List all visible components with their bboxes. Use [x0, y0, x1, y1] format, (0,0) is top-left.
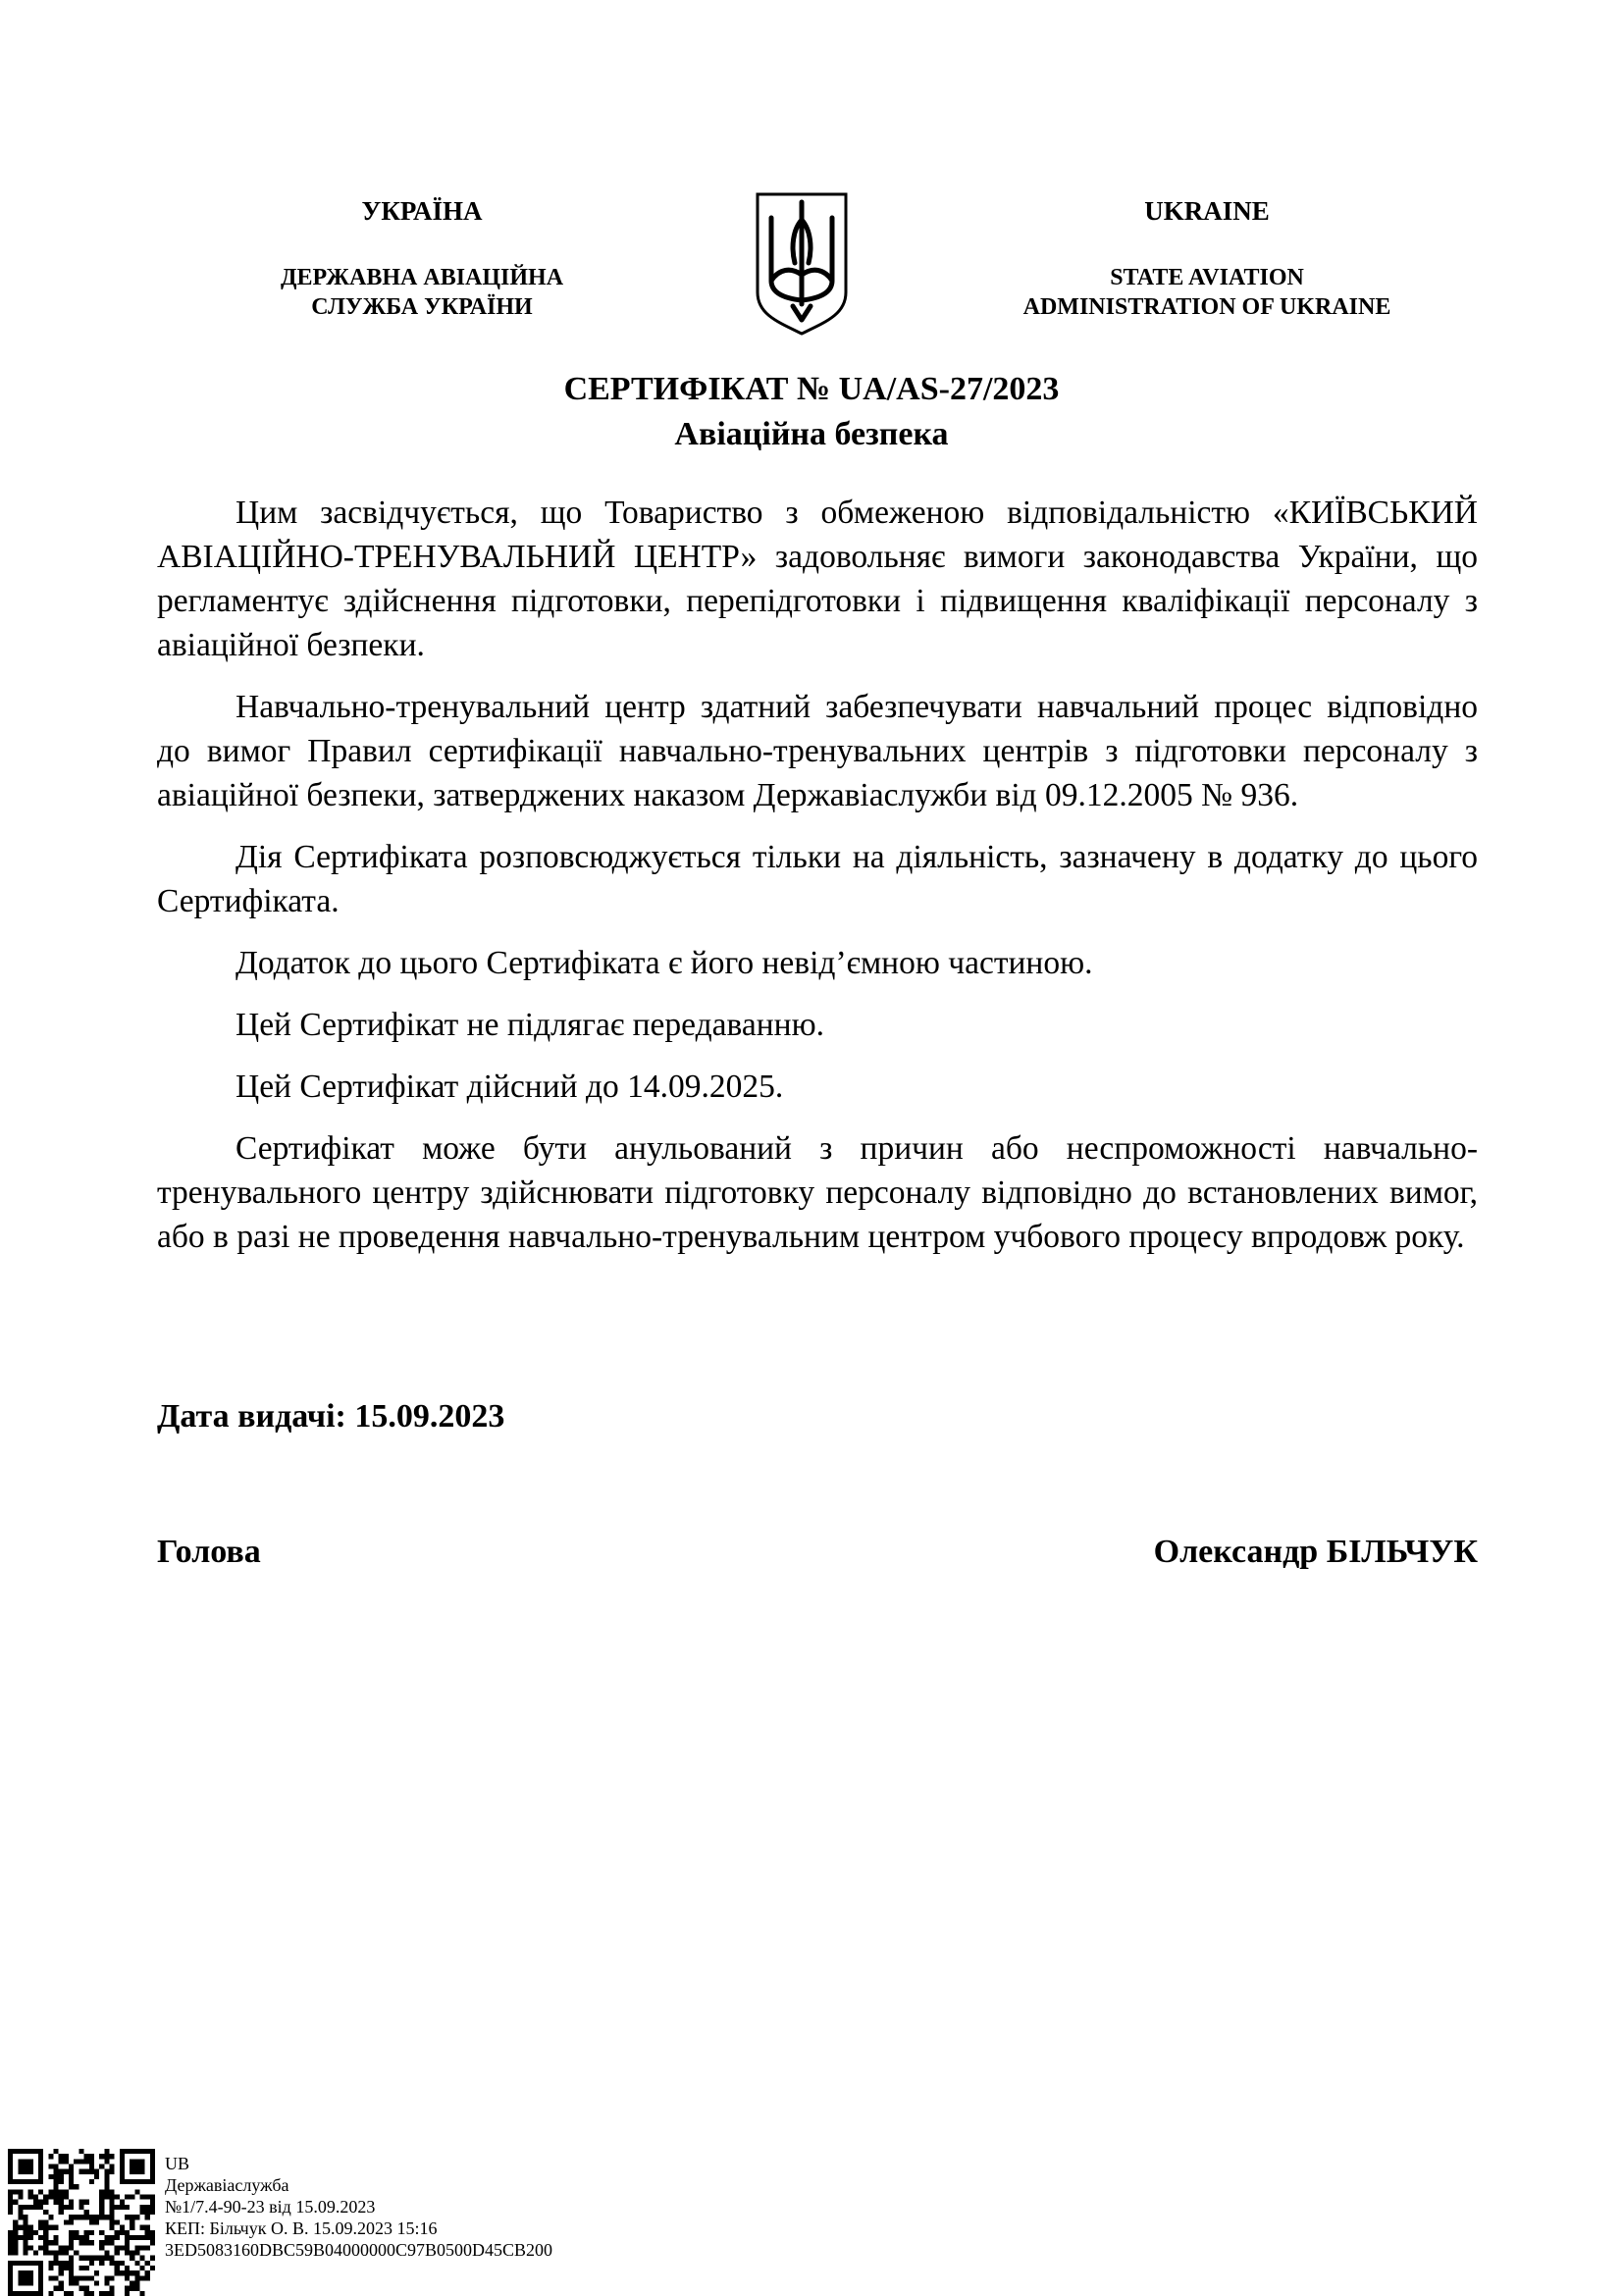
- stamp-line-5: 3ED5083160DBC59B04000000C97B0500D45CB200: [165, 2240, 553, 2260]
- certificate-subtitle: Авіаційна безпека: [674, 416, 949, 452]
- stamp-line-4: КЕП: Більчук О. В. 15.09.2023 15:16: [165, 2218, 438, 2238]
- qr-code-icon: [8, 2149, 155, 2296]
- trident-coat-of-arms-icon: [754, 190, 850, 338]
- header-right-country: UKRAINE: [1144, 196, 1270, 226]
- body-paragraph-2: Навчально-тренувальний центр здатний забезпечувати навчальний процес відповідно до вимог Правил сертифікації навчально-тренувальних центрів з підготовки персоналу з авіаційної безпеки, затверджених наказом Державіаслужби від 09.12.2005 № 936.: [157, 689, 1478, 813]
- body-paragraph-1: Цим засвідчується, що Товариство з обмеженою відповідальністю «КИЇВСЬКИЙ АВІАЦІЙНО-ТРЕНУВАЛЬНИЙ ЦЕНТР» задовольняє вимоги законодавства України, що регламентує здійснення підготовки, перепідготовки і підвищення кваліфікації персоналу з авіаційної безпеки.: [157, 495, 1478, 663]
- signatory-name: Олександр БІЛЬЧУК: [1153, 1534, 1478, 1570]
- header-left-country: УКРАЇНА: [361, 196, 483, 226]
- certificate-body: [157, 491, 1478, 1277]
- header-right-agency-line2: ADMINISTRATION OF UKRAINE: [1022, 294, 1391, 320]
- issue-date: Дата видачі: 15.09.2023: [157, 1398, 505, 1435]
- body-paragraph-7: Сертифікат може бути анульований з причин або неспроможності навчально-тренувального центру здійснювати підготовку персоналу відповідно до встановлених вимог, або в разі не проведення навчально-тренувальним центром учбового процесу впродовж року.: [157, 1130, 1478, 1255]
- signatory-title: Голова: [157, 1534, 261, 1570]
- header-right-agency-line1: STATE AVIATION: [1110, 265, 1304, 290]
- stamp-line-1: UB: [165, 2154, 190, 2173]
- body-paragraph-5: Цей Сертифікат не підлягає передаванню.: [236, 1007, 824, 1043]
- header-left-agency-line2: СЛУЖБА УКРАЇНИ: [311, 294, 533, 320]
- body-paragraph-6: Цей Сертифікат дійсний до 14.09.2025.: [236, 1069, 784, 1105]
- certificate-title-block: [147, 367, 1476, 457]
- body-paragraph-3: Дія Сертифіката розповсюджується тільки на діяльність, зазначену в додатку до цього Сертифіката.: [157, 839, 1478, 919]
- stamp-line-3: №1/7.4-90-23 від 15.09.2023: [165, 2197, 376, 2217]
- certificate-title: СЕРТИФІКАТ № UA/AS-27/2023: [563, 371, 1060, 407]
- header-left-agency: [245, 263, 599, 322]
- stamp-line-2: Державіаслужба: [165, 2175, 289, 2195]
- electronic-signature-stamp: [165, 2153, 552, 2261]
- header-right-agency: [981, 263, 1433, 322]
- body-paragraph-4: Додаток до цього Сертифіката є його невід’ємною частиною.: [236, 945, 1093, 981]
- header-left-agency-line1: ДЕРЖАВНА АВІАЦІЙНА: [280, 265, 564, 290]
